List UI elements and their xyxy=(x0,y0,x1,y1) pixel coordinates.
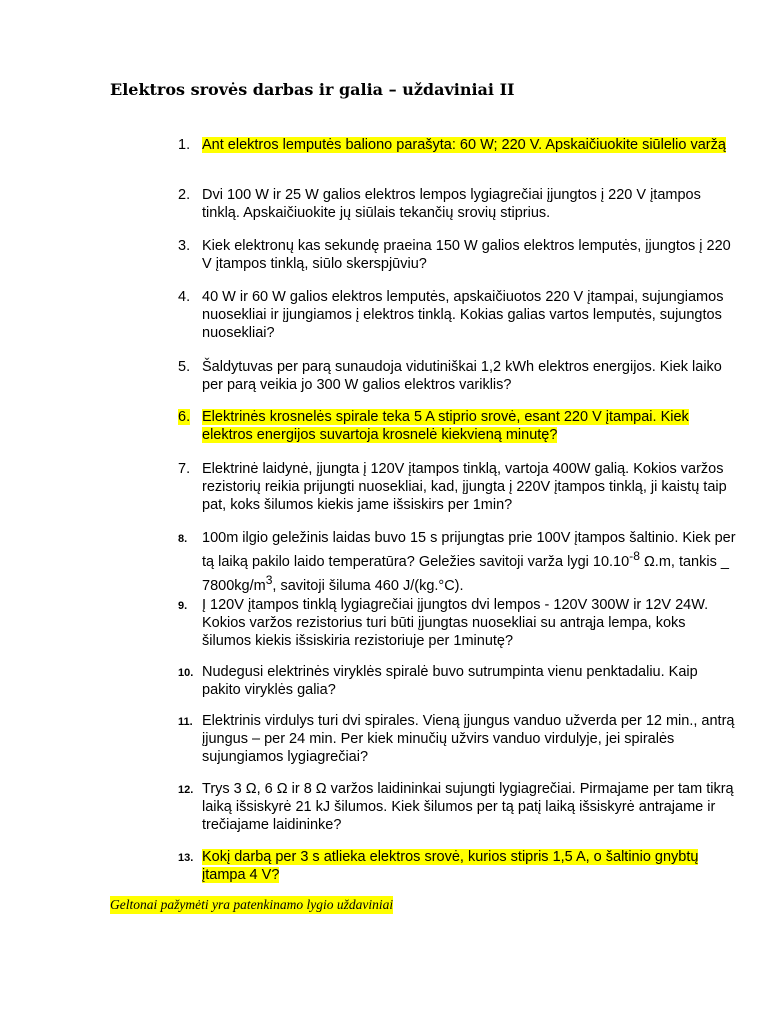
problem-11 xyxy=(178,712,738,766)
problem-number: 11. xyxy=(178,716,193,728)
problem-text: Dvi 100 W ir 25 W galios elektros lempos lygiagrečiai įjungtos į 220 V įtampos tinklą. Apskaičiuokite jų siūlais tekančių srovių stiprius. xyxy=(202,187,701,221)
problem-1 xyxy=(178,136,738,154)
problem-number: 2. xyxy=(178,187,191,203)
problem-text-highlighted: Ant elektros lemputės baliono parašyta: 60 W; 220 V. Apskaičiuokite siūlelio varžą xyxy=(202,137,726,153)
problem-5 xyxy=(178,358,738,394)
problem-2 xyxy=(178,186,738,222)
problem-text: Elektrinis virdulys turi dvi spirales. Vieną įjungus vanduo užverda per 12 min., antrą įjungus – per 24 min. Per kiek minučių užvirs vanduo virdulyje, jei spiralės sujungiamos lygiagrečiai? xyxy=(202,713,735,765)
problem-number: 4. xyxy=(178,289,191,305)
exponent: -8 xyxy=(629,549,640,563)
problem-text-highlighted: Elektrinės krosnelės spirale teka 5 A stiprio srovė, esant 220 V įtampai. Kiek elektros energijos suvartoja krosnelė kiekvieną minutę? xyxy=(202,409,689,443)
problem-text: Šaldytuvas per parą sunaudoja vidutiniškai 1,2 kWh elektros energijos. Kiek laiko per parą veikia jo 300 W galios elektros variklis? xyxy=(202,359,722,393)
problem-text xyxy=(202,136,738,154)
problem-number: 13. xyxy=(178,852,194,864)
problem-7 xyxy=(178,460,738,514)
problem-10 xyxy=(178,663,738,699)
problem-8 xyxy=(178,529,738,595)
problem-text: Į 120V įtampos tinklą lygiagrečiai įjungtos dvi lempos - 120V 300W ir 12V 24W. Kokios varžos rezistorius turi būti įjungtas nuosekliai su antrąja lempa, koks šilumos kiekis išsiskiria rezistoriuje per 1minutę? xyxy=(202,597,709,649)
problem-number: 7. xyxy=(178,461,191,477)
problem-text-part: 100m ilgio geležinis laidas buvo 15 s prijungtas prie 100V įtampos šaltinio. Kiek per tą laiką pakilo laido temperatūra? Geležies savitoji varža lygi 10.10 xyxy=(202,530,736,570)
highlight-legend-note: Geltonai pažymėti yra patenkinamo lygio uždaviniai xyxy=(110,897,394,912)
problem-number: 9. xyxy=(178,600,188,612)
problem-13 xyxy=(178,848,738,884)
page-title: Elektros srovės darbas ir galia – uždaviniai II xyxy=(110,80,515,99)
problem-text: Nudegusi elektrinės viryklės spiralė buvo sutrumpinta vienu penktadaliu. Kaip pakito viryklės galia? xyxy=(202,664,698,698)
problem-text-highlighted: Kokį darbą per 3 s atlieka elektros srovė, kurios stipris 1,5 A, o šaltinio gnybtų įtampa 4 V? xyxy=(202,849,699,883)
problem-6 xyxy=(178,408,738,444)
problem-number: 8. xyxy=(178,533,188,545)
problem-number-highlighted: 6. xyxy=(178,409,191,425)
problem-number: 10. xyxy=(178,667,194,679)
problem-text: Elektrinė laidynė, įjungta į 120V įtampos tinklą, vartoja 400W galią. Kokios varžos rezistorių reikia prijungti nuosekliai, kad, įjungta į 220V įtampos tinklą, ji kaistų taip pat, koks šilumos kiekis jame išsiskirs per 1min? xyxy=(202,461,727,513)
problem-text-part: , savitoji šiluma 460 J/(kg.°C). xyxy=(272,577,464,594)
problem-4 xyxy=(178,288,738,342)
problem-3 xyxy=(178,237,738,273)
problem-number: 12. xyxy=(178,784,194,796)
problem-number: 5. xyxy=(178,359,191,375)
exponent: 3 xyxy=(265,572,273,587)
problem-text-part: Ω.m, tankis _ 7800kg/m xyxy=(202,553,729,594)
problem-text xyxy=(202,408,738,444)
problem-9 xyxy=(178,596,738,650)
problem-number: 1. xyxy=(178,137,191,153)
problem-text: 40 W ir 60 W galios elektros lemputės, apskaičiuotos 220 V įtampai, sujungiamos nuosekliai ir įjungiamos į elektros tinklą. Kokias galias vartos lemputės, sujungtos nuosekliai? xyxy=(202,289,724,341)
problem-text xyxy=(202,848,738,884)
problem-number xyxy=(178,408,202,426)
problem-text: Kiek elektronų kas sekundę praeina 150 W galios elektros lemputės, įjungtos į 220 V įtampos tinklą, siūlo skerspjūviu? xyxy=(202,238,731,272)
problem-12 xyxy=(178,780,738,834)
problem-text xyxy=(202,529,738,595)
problem-text: Trys 3 Ω, 6 Ω ir 8 Ω varžos laidininkai sujungti lygiagrečiai. Pirmajame per tam tikrą laiką išsiskyrė 21 kJ šilumos. Kiek šilumos per tą patį laiką išsiskyrė antrajame ir trečiajame laidininke? xyxy=(202,781,734,833)
problem-number: 3. xyxy=(178,238,191,254)
